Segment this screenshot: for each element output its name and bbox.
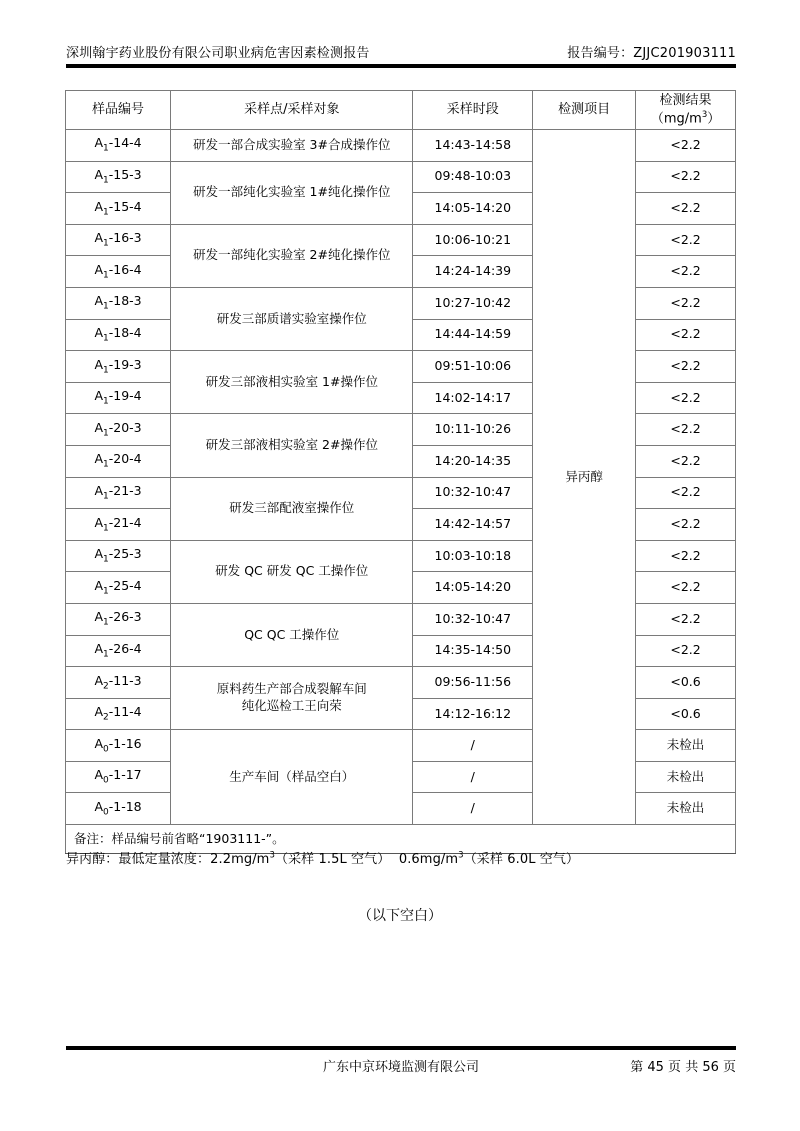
results-table-head — [66, 91, 736, 130]
sample-id-subscript: 1 — [103, 301, 109, 312]
sample-id-suffix: -19-4 — [108, 388, 142, 404]
sample-id-subscript: 1 — [103, 428, 109, 439]
result-unit-open: （mg/m — [650, 111, 702, 127]
result-unit-exponent: 3 — [701, 109, 708, 120]
cell-sampling-period: 10:11-10:26 — [413, 414, 533, 446]
cell-sample-id — [66, 730, 171, 762]
limit-note-value-2: 0.6mg/m — [398, 852, 459, 867]
cell-result: <2.2 — [636, 635, 736, 667]
cell-result: 未检出 — [636, 761, 736, 793]
limit-note-volume-1: （采样 1.5L 空气） — [274, 852, 391, 867]
sample-id-subscript: 1 — [103, 333, 109, 344]
sample-id-subscript: 1 — [103, 207, 109, 218]
table-row — [66, 287, 736, 319]
cell-sample-id — [66, 761, 171, 793]
cell-sampling-period: 09:56-11:56 — [413, 667, 533, 699]
table-row — [66, 477, 736, 509]
sample-id-suffix: -18-3 — [108, 293, 142, 309]
sample-id-prefix: A — [94, 325, 103, 341]
sample-id-prefix: A — [94, 577, 103, 593]
sample-id-suffix: -1-16 — [108, 735, 142, 751]
cell-sampling-point — [171, 161, 413, 224]
cell-sampling-point — [171, 667, 413, 730]
sample-id-suffix: -15-4 — [108, 198, 142, 214]
cell-result: <2.2 — [636, 382, 736, 414]
sample-id-subscript: 1 — [103, 175, 109, 186]
cell-sample-id — [66, 382, 171, 414]
cell-result: <2.2 — [636, 319, 736, 351]
cell-sampling-period: 10:32-10:47 — [413, 477, 533, 509]
cell-sampling-period: 10:27-10:42 — [413, 287, 533, 319]
sample-id-prefix: A — [94, 640, 103, 656]
sample-id-prefix: A — [94, 135, 103, 151]
sample-id-prefix: A — [94, 514, 103, 530]
sample-id-suffix: -20-3 — [108, 419, 142, 435]
table-row — [66, 351, 736, 383]
sample-id-prefix: A — [94, 356, 103, 372]
sample-id-subscript: 1 — [103, 586, 109, 597]
sample-id-prefix: A — [94, 230, 103, 246]
sample-id-suffix: -11-4 — [108, 704, 142, 720]
column-header-sampling-period: 采样时段 — [413, 91, 533, 130]
column-header-sample-id: 样品编号 — [66, 91, 171, 130]
sample-id-suffix: -11-3 — [108, 672, 142, 688]
cell-result: <2.2 — [636, 572, 736, 604]
cell-sample-id — [66, 351, 171, 383]
sample-id-prefix: A — [94, 767, 103, 783]
sample-id-subscript: 2 — [103, 681, 109, 692]
cell-sampling-point — [171, 224, 413, 287]
sampling-point-line: 研发三部液相实验室 1#操作位 — [205, 373, 378, 389]
results-table — [65, 90, 736, 854]
cell-sampling-point — [171, 287, 413, 350]
results-table-body — [66, 130, 736, 854]
cell-sampling-period: 10:06-10:21 — [413, 224, 533, 256]
cell-sampling-period: 14:02-14:17 — [413, 382, 533, 414]
cell-sampling-period: 10:03-10:18 — [413, 540, 533, 572]
cell-sampling-period: 14:24-14:39 — [413, 256, 533, 288]
table-row — [66, 667, 736, 699]
cell-result: <2.2 — [636, 603, 736, 635]
document-footer — [66, 1056, 736, 1078]
cell-sampling-point — [171, 603, 413, 666]
table-row — [66, 603, 736, 635]
limit-note-value-1: 2.2mg/m — [210, 852, 270, 867]
cell-result: <0.6 — [636, 667, 736, 699]
cell-sampling-period: 14:05-14:20 — [413, 572, 533, 604]
sample-id-suffix: -14-4 — [108, 135, 142, 151]
cell-sample-id — [66, 319, 171, 351]
cell-sample-id — [66, 193, 171, 225]
sample-id-prefix: A — [94, 735, 103, 751]
table-row — [66, 414, 736, 446]
sample-id-suffix: -19-3 — [108, 356, 142, 372]
sample-id-prefix: A — [94, 483, 103, 498]
cell-sample-id — [66, 572, 171, 604]
cell-sampling-point — [171, 130, 413, 162]
cell-result: <2.2 — [636, 477, 736, 509]
detection-limit-note — [66, 848, 746, 867]
sampling-point-line: 研发 QC 研发 QC 工操作位 — [215, 563, 369, 579]
sampling-point-line: 研发三部液相实验室 2#操作位 — [205, 437, 378, 452]
limit-note-value-1-exponent: 3 — [269, 850, 275, 861]
sample-id-subscript: 1 — [103, 238, 109, 249]
cell-sampling-period: / — [413, 793, 533, 825]
table-row — [66, 540, 736, 572]
cell-remark: 备注：样品编号前省略“1903111-”。 — [66, 825, 736, 854]
cell-sampling-period: 14:12-16:12 — [413, 698, 533, 730]
cell-result: <2.2 — [636, 445, 736, 477]
sample-id-subscript: 1 — [103, 554, 109, 565]
sample-id-prefix: A — [94, 261, 103, 277]
footer-divider — [66, 1046, 736, 1050]
cell-sample-id — [66, 256, 171, 288]
sample-id-prefix: A — [94, 546, 103, 562]
cell-result: <0.6 — [636, 698, 736, 730]
header-divider — [66, 64, 736, 68]
column-header-result — [636, 91, 736, 130]
sample-id-prefix: A — [94, 419, 103, 435]
cell-sample-id — [66, 224, 171, 256]
cell-sampling-point — [171, 351, 413, 414]
sample-id-subscript: 1 — [103, 523, 109, 534]
sample-id-prefix: A — [94, 198, 103, 214]
column-header-sampling-point: 采样点/采样对象 — [171, 91, 413, 130]
cell-sampling-period: 14:05-14:20 — [413, 193, 533, 225]
results-table-container — [65, 90, 736, 854]
footer-company: 广东中京环境监测有限公司 — [322, 1060, 479, 1075]
sample-id-suffix: -1-17 — [108, 767, 142, 783]
footer-page-info: 第 45 页 共 56 页 — [630, 1060, 736, 1075]
result-unit-close: ） — [707, 111, 721, 127]
cell-result: <2.2 — [636, 224, 736, 256]
sample-id-subscript: 1 — [103, 491, 109, 502]
cell-sample-id — [66, 698, 171, 730]
sample-id-suffix: -15-3 — [108, 167, 142, 183]
cell-sampling-period: 10:32-10:47 — [413, 603, 533, 635]
sample-id-suffix: -21-3 — [108, 483, 142, 498]
cell-sample-id — [66, 445, 171, 477]
sample-id-suffix: -21-4 — [108, 514, 142, 530]
cell-sampling-period: / — [413, 761, 533, 793]
cell-sampling-period: 14:35-14:50 — [413, 635, 533, 667]
cell-sample-id — [66, 793, 171, 825]
cell-sample-id — [66, 540, 171, 572]
sampling-point-line: 原料药生产部合成裂解车间 — [216, 681, 367, 697]
column-header-test-item: 检测项目 — [533, 91, 636, 130]
blank-below-note: （以下空白） — [358, 908, 442, 924]
result-header-line1: 检测结果 — [659, 93, 712, 109]
sample-id-prefix: A — [94, 704, 103, 720]
sample-id-suffix: -16-4 — [108, 261, 142, 277]
sampling-point-line: 研发一部纯化实验室 1#纯化操作位 — [193, 184, 391, 200]
cell-sample-id — [66, 287, 171, 319]
cell-result: 未检出 — [636, 730, 736, 762]
sample-id-prefix: A — [94, 167, 103, 183]
sample-id-subscript: 1 — [103, 365, 109, 376]
cell-sampling-period: 14:44-14:59 — [413, 319, 533, 351]
cell-sample-id — [66, 130, 171, 162]
sampling-point-line: QC QC 工操作位 — [244, 626, 340, 642]
sample-id-suffix: -26-3 — [108, 609, 142, 625]
cell-sampling-point — [171, 414, 413, 477]
sample-id-subscript: 1 — [103, 617, 109, 628]
table-row — [66, 224, 736, 256]
cell-sampling-point — [171, 477, 413, 540]
cell-sampling-period: 09:51-10:06 — [413, 351, 533, 383]
sample-id-prefix: A — [94, 798, 103, 814]
cell-result: <2.2 — [636, 351, 736, 383]
sample-id-prefix: A — [94, 451, 103, 467]
cell-sampling-period: / — [413, 730, 533, 762]
sampling-point-line: 纯化巡检工王向荣 — [241, 698, 342, 714]
table-row — [66, 730, 736, 762]
cell-sampling-point — [171, 540, 413, 603]
cell-sample-id — [66, 161, 171, 193]
table-header-row — [66, 91, 736, 130]
sample-id-prefix: A — [94, 388, 103, 404]
cell-sampling-point — [171, 730, 413, 825]
sampling-point-line: 研发三部质谱实验室操作位 — [216, 310, 367, 326]
cell-sampling-period: 14:43-14:58 — [413, 130, 533, 162]
sample-id-suffix: -25-4 — [108, 577, 142, 593]
document-header — [66, 42, 736, 61]
cell-result: <2.2 — [636, 540, 736, 572]
sample-id-prefix: A — [94, 609, 103, 625]
cell-result: <2.2 — [636, 256, 736, 288]
sample-id-suffix: -20-4 — [108, 451, 142, 467]
report-title: 深圳翰宇药业股份有限公司职业病危害因素检测报告 — [66, 46, 370, 61]
limit-note-volume-2: （采样 6.0L 空气） — [463, 852, 580, 867]
sample-id-subscript: 1 — [103, 396, 109, 407]
cell-result: <2.2 — [636, 287, 736, 319]
cell-sample-id — [66, 635, 171, 667]
sample-id-prefix: A — [94, 293, 103, 309]
sampling-point-line: 研发一部合成实验室 3#合成操作位 — [193, 136, 391, 152]
sample-id-subscript: 1 — [103, 270, 109, 281]
sample-id-subscript: 0 — [103, 744, 109, 755]
sample-id-prefix: A — [94, 672, 103, 688]
sample-id-suffix: -16-3 — [108, 230, 142, 246]
cell-result: <2.2 — [636, 161, 736, 193]
cell-sample-id — [66, 603, 171, 635]
sample-id-subscript: 0 — [103, 807, 109, 818]
sample-id-subscript: 2 — [103, 712, 109, 723]
cell-sampling-period: 09:48-10:03 — [413, 161, 533, 193]
report-number: 报告编号：ZJJC201903111 — [567, 46, 736, 61]
sampling-point-line: 生产车间（样品空白） — [229, 768, 355, 784]
cell-sample-id — [66, 477, 171, 509]
cell-result: <2.2 — [636, 130, 736, 162]
sample-id-subscript: 0 — [103, 775, 109, 786]
sample-id-suffix: -18-4 — [108, 325, 142, 341]
sample-id-suffix: -26-4 — [108, 640, 142, 656]
sample-id-subscript: 1 — [103, 649, 109, 660]
cell-sampling-period: 14:20-14:35 — [413, 445, 533, 477]
cell-result: <2.2 — [636, 193, 736, 225]
table-row — [66, 161, 736, 193]
limit-note-prefix: 异丙醇：最低定量浓度： — [66, 852, 211, 867]
cell-result: <2.2 — [636, 509, 736, 541]
cell-result: 未检出 — [636, 793, 736, 825]
cell-sample-id — [66, 509, 171, 541]
sample-id-subscript: 1 — [103, 143, 109, 154]
sampling-point-line: 研发一部纯化实验室 2#纯化操作位 — [193, 247, 391, 263]
sample-id-suffix: -25-3 — [108, 546, 142, 562]
sample-id-subscript: 1 — [103, 459, 109, 470]
result-header-line2 — [636, 110, 735, 128]
sample-id-suffix: -1-18 — [108, 798, 142, 814]
table-row — [66, 130, 736, 162]
cell-sample-id — [66, 667, 171, 699]
cell-sampling-period: 14:42-14:57 — [413, 509, 533, 541]
limit-note-value-2-exponent: 3 — [458, 850, 464, 861]
cell-result: <2.2 — [636, 414, 736, 446]
cell-sample-id — [66, 414, 171, 446]
cell-test-item: 异丙醇 — [533, 130, 636, 825]
sampling-point-line: 研发三部配液室操作位 — [229, 500, 355, 516]
